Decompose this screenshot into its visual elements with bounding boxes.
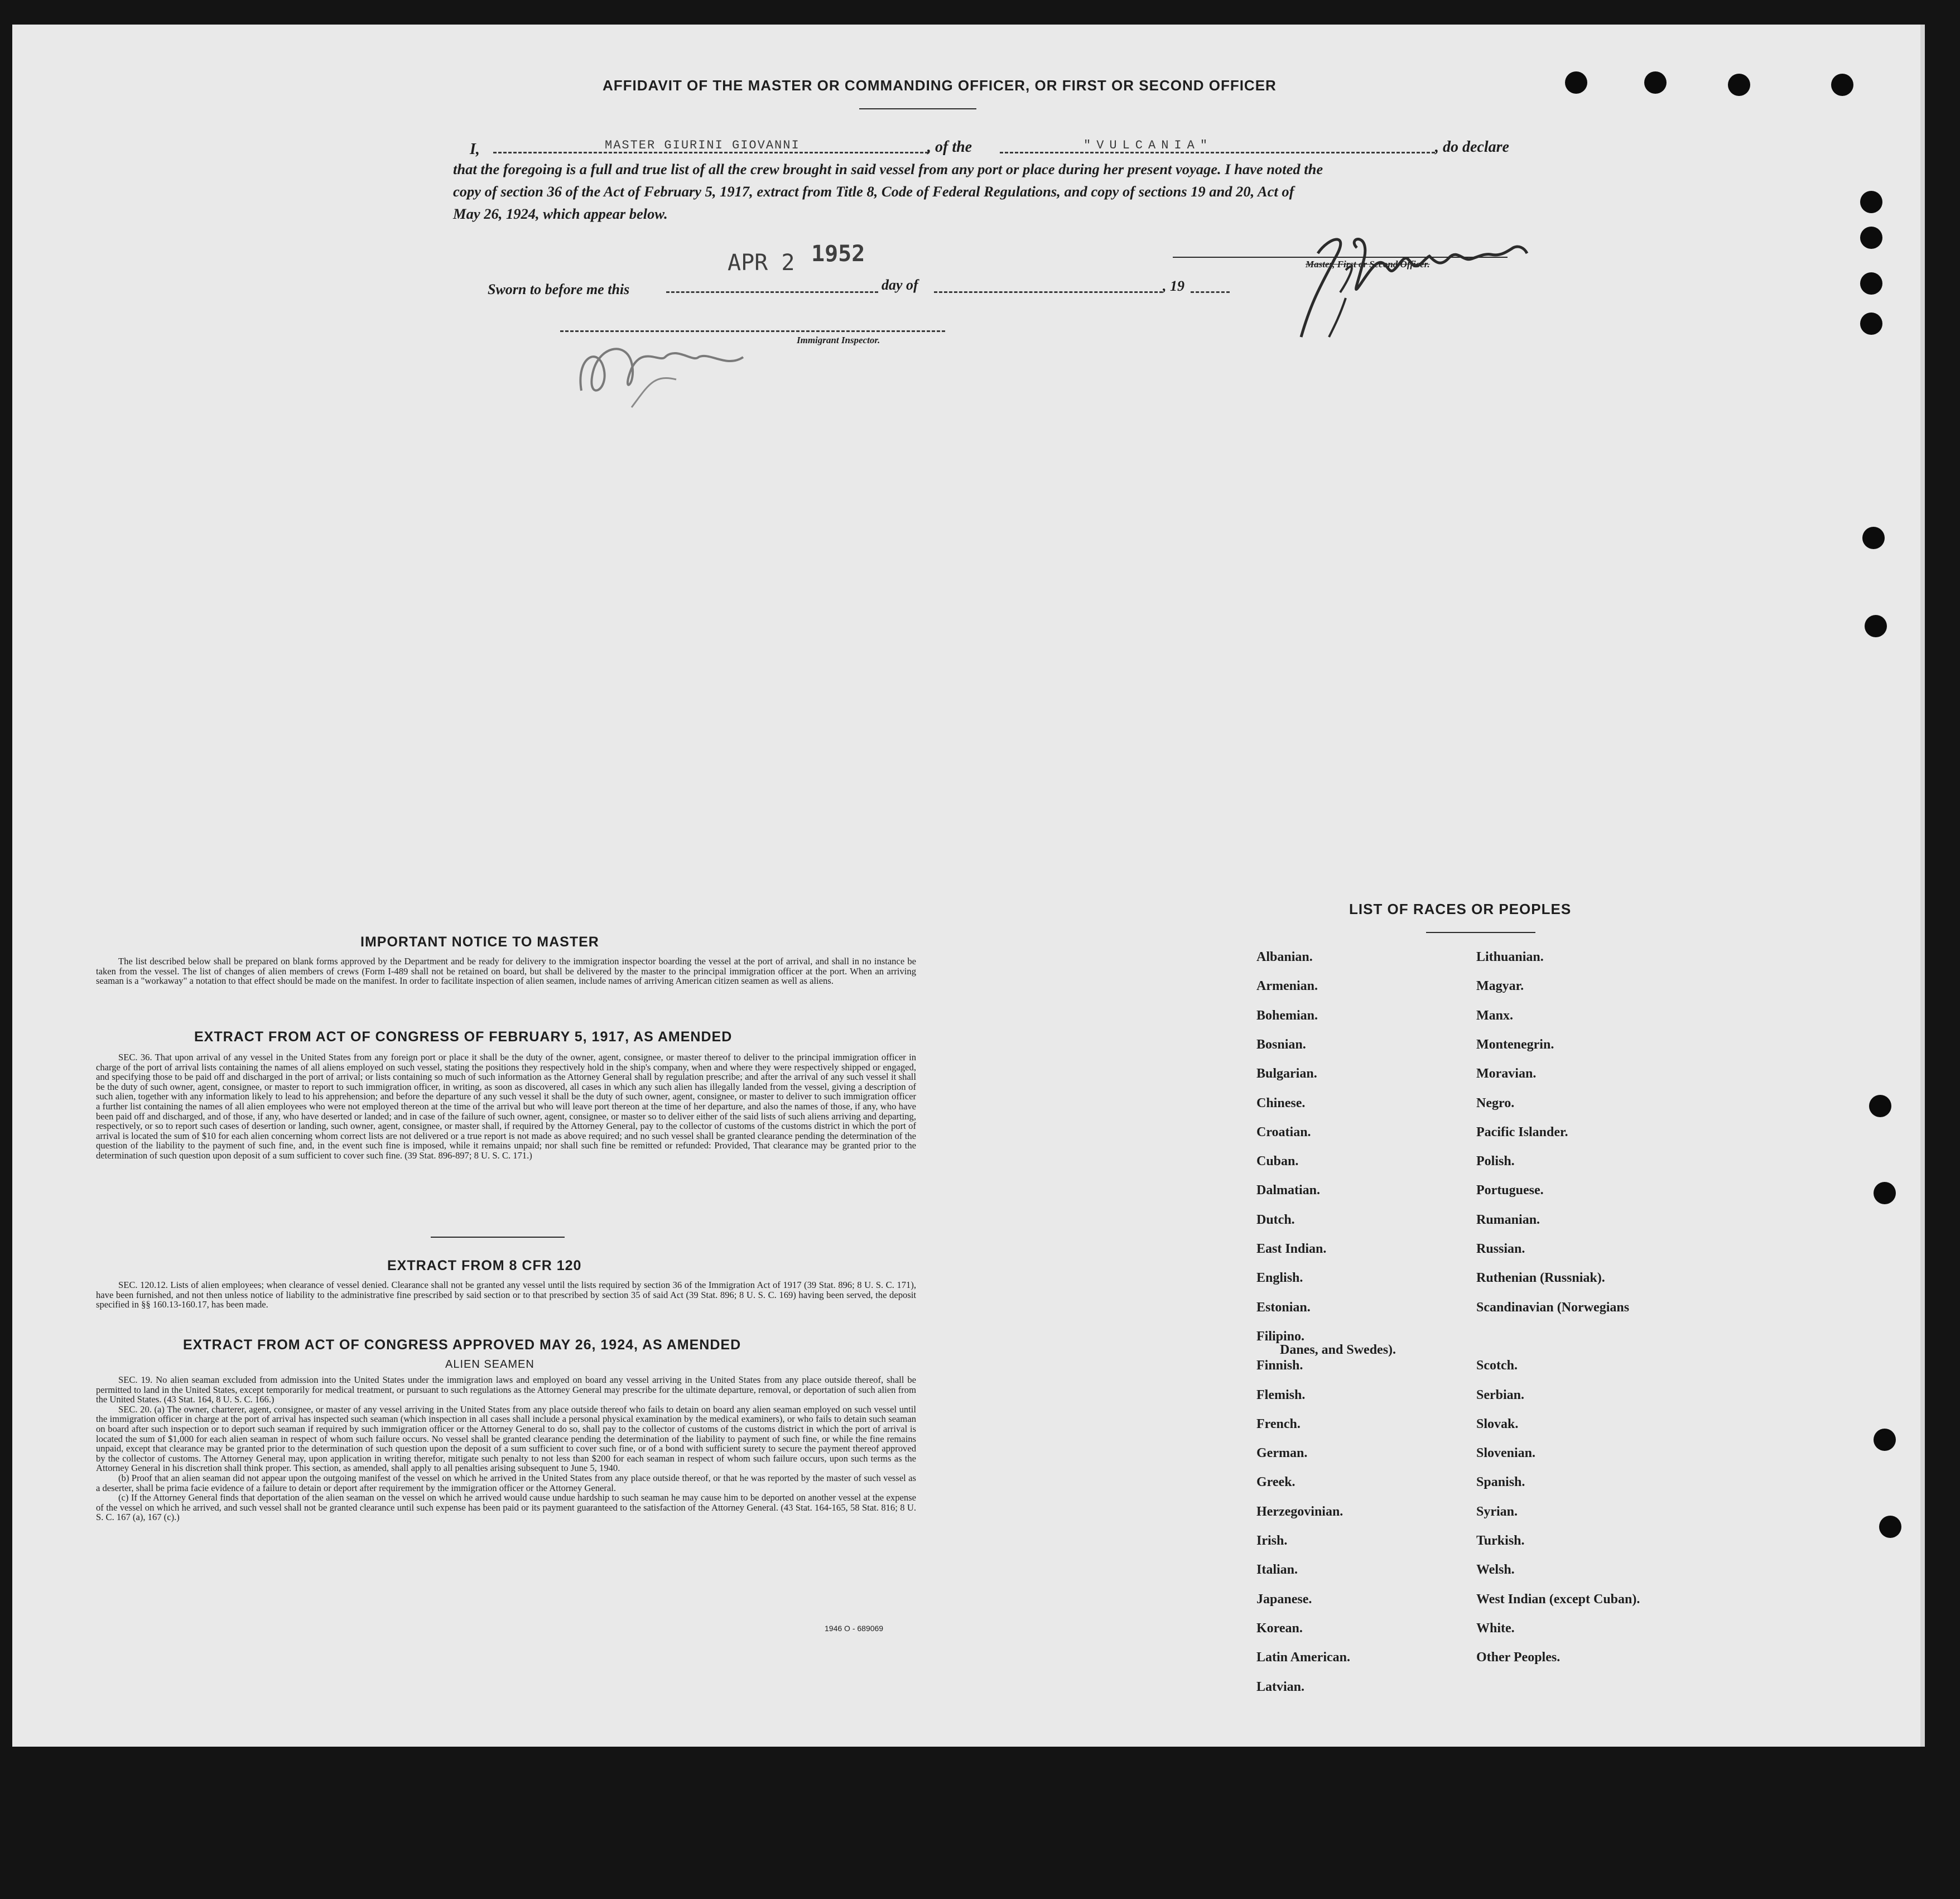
race-item: Spanish. <box>1476 1475 1525 1490</box>
notice-body <box>96 956 916 986</box>
race-item: Danes, and Swedes). <box>1280 1342 1396 1357</box>
officer-label: Master, First or Second Officer. <box>1306 259 1430 270</box>
race-item: Manx. <box>1476 1008 1513 1023</box>
title-underline <box>859 108 976 109</box>
sworn-year-line <box>1191 291 1230 293</box>
race-item: Magyar. <box>1476 979 1524 994</box>
sec20a-paragraph: SEC. 20. (a) The owner, charterer, agent, consignee, or master of any vessel arriving in the United States from any place outside thereof who fails to detain on board any alien seaman employed on such vessel until the immigration officer in charge at the port of arrival has inspected such seaman (which inspection in all cases shall include a personal physical examination by the medical examiners), or who fails to detain such seaman on board after such inspection or to deport such seaman if required by such immigration officer or the Attorney General to do so, shall pay to the collector of customs of the customs district in which the port of arrival is located the sum of $1,000 for each alien seaman in respect of whom such failure occurs. No vessel shall be granted clearance pending the determination of the liability to payment of such fine, or while the fine remains unpaid, except that clearance may be granted prior to the determination of such question upon the deposit of a sum sufficient to cover such fine, or of a bond with sufficient surety to secure the payment thereof approved by the collector of customs. The Attorney General may, upon application in writing therefor, mitigate such penalty to not less than $200 for each seaman in respect of whom such failure occurs, upon such terms as the Attorney General in his discretion shall think proper. This section, as amended, shall apply to all penalties arising subsequent to June 5, 1940. <box>96 1403 916 1474</box>
notice-paragraph: The list described below shall be prepared on blank forms approved by the Department and be ready for delivery to the immigration inspector boarding the vessel at the port of arrival, and shall in no instance be taken from the vessel. The list of changes of alien members of crews (Form I-489 shall not be retained on board, but shall be delivered by the master to the principal immigration officer at the port. When an arriving seaman is a "workaway" a notation to that effect should be made on the manifest. In order to facilitate inspection of alien seamen, include names of arriving American citizen seamen as well as aliens. <box>96 956 916 987</box>
race-item: Rumanian. <box>1476 1212 1540 1227</box>
race-item: Italian. <box>1256 1563 1298 1578</box>
race-item: Flemish. <box>1256 1387 1306 1402</box>
punch-hole <box>1874 1182 1896 1204</box>
race-item: English. <box>1256 1271 1303 1286</box>
race-item: Finnish. <box>1256 1358 1303 1373</box>
punch-hole <box>1860 191 1882 213</box>
declarant-prefix: I, <box>470 141 480 158</box>
sworn-month-line <box>934 291 1163 293</box>
race-item: West Indian (except Cuban). <box>1476 1592 1640 1607</box>
extract-1917-body <box>96 1052 916 1161</box>
race-item: Estonian. <box>1256 1300 1311 1315</box>
race-item: Montenegrin. <box>1476 1037 1554 1052</box>
race-item: Armenian. <box>1256 979 1318 994</box>
of-the-label: , of the <box>927 138 972 156</box>
race-item: Syrian. <box>1476 1504 1518 1519</box>
race-item: Serbian. <box>1476 1387 1525 1402</box>
punch-hole <box>1860 272 1882 295</box>
punch-hole <box>1860 313 1882 335</box>
do-declare-label: , do declare <box>1435 138 1509 156</box>
race-item: Cuban. <box>1256 1154 1299 1169</box>
sec36-paragraph: SEC. 36. That upon arrival of any vessel in the United States from any foreign port or place it shall be the duty of the owner, agent, consignee, or master thereof to deliver to the principal immigration officer in charge of the port of arrival lists containing the names of all aliens employed on such vessel, stating the positions they respectively hold in the ship's company, when and where they were respectively shipped or engaged, and specifying those to be paid off and discharged in the port of arrival; or lists containing so much of such information as the Attorney General shall by regulation prescribe; and after the arrival of any such vessel it shall be the duty of such owner, agent, consignee, or master to report to such immigration officer, in writing, as soon as discovered, all cases in which any such alien has illegally landed from the vessel, giving a description of such alien, together with any information likely to lead to his apprehension; and before the departure of any such vessel it shall be the duty of such owner, agent, consignee, or master to deliver to such immigration officer a further list containing the names of all alien employees who were not employed thereon at the time of the arrival but who will leave port thereon at the time of her departure, and also the names of those, if any, who have been paid off and discharged, and of those, if any, who have deserted or landed; and in case of the failure of such owner, agent, consignee, or master so to deliver either of the said lists of such aliens arriving and departing, respectively, or so to report such cases of desertion or landing, such owner, agent, consignee, or master shall, if required by the Attorney General, pay to the collector of customs of the customs district in which the port of arrival is located the sum of $10 for each alien concerning whom correct lists are not delivered or a true report is not made as above required; and no such vessel shall be granted clearance pending the determination of the question of the liability to the payment of such fine, and, in the event such fine is imposed, while it remains unpaid; nor shall such fine be remitted or refunded: Provided, That clearance may be granted prior to the determination of such question upon deposit of a sum sufficient to cover such fine. (39 Stat. 896-897; 8 U. S. C. 171.) <box>96 1052 916 1161</box>
race-item: Croatian. <box>1256 1124 1311 1140</box>
declarant-name: MASTER GIURINI GIOVANNI <box>605 138 800 152</box>
punch-hole <box>1874 1429 1896 1451</box>
punch-hole <box>1879 1516 1901 1538</box>
inspector-signature <box>565 324 799 413</box>
sworn-label: Sworn to before me this <box>488 281 630 297</box>
race-item: German. <box>1256 1446 1308 1461</box>
punch-hole <box>1862 527 1885 549</box>
extract-1917-title: EXTRACT FROM ACT OF CONGRESS OF FEBRUARY 5, 1917, AS AMENDED <box>194 1029 733 1045</box>
race-item: Turkish. <box>1476 1533 1525 1548</box>
race-item: Dalmatian. <box>1256 1183 1320 1198</box>
race-item: Albanian. <box>1256 950 1313 964</box>
sec20c-paragraph: (c) If the Attorney General finds that deportation of the alien seaman on the vessel on which he arrived would cause undue hardship to such seaman he may cause him to be deported on another vessel at the expense of the vessel on which he arrived, and such vessel shall not be granted clearance until such expense has been paid or its payment guaranteed to the satisfaction of the Attorney General. (43 Stat. 164-165, 58 Stat. 816; 8 U. S. C. 167 (a), 167 (c).) <box>96 1492 916 1523</box>
affidavit-body-line1: that the foregoing is a full and true list of all the crew brought in said vessel from any port or place during her present voyage. I have noted the <box>453 161 1323 177</box>
race-item: Latvian. <box>1256 1679 1305 1694</box>
affidavit-title: AFFIDAVIT OF THE MASTER OR COMMANDING OFFICER, OR FIRST OR SECOND OFFICER <box>603 77 1277 94</box>
punch-hole <box>1865 615 1887 637</box>
race-item: Irish. <box>1256 1533 1288 1548</box>
master-signature <box>1279 214 1541 348</box>
race-item: Korean. <box>1256 1621 1303 1636</box>
sec19-paragraph: SEC. 19. No alien seaman excluded from admission into the United States under the immigration laws and employed on board any vessel arriving in the United States from any place outside thereof, shall be permitted to land in the United States, except temporarily for medical treatment, or pursuant to such regulations as the Attorney General may prescribe for the ultimate departure, removal, or deportation of such alien from the United States. (43 Stat. 164, 8 U. S. C. 166.) <box>96 1374 916 1405</box>
race-item: East Indian. <box>1256 1242 1327 1256</box>
extract-1924-title: EXTRACT FROM ACT OF CONGRESS APPROVED MAY 26, 1924, AS AMENDED <box>183 1337 741 1353</box>
race-item: Ruthenian (Russniak). <box>1476 1271 1605 1286</box>
race-item: Filipino. <box>1256 1329 1305 1344</box>
race-item: Herzegovinian. <box>1256 1504 1343 1519</box>
race-item: Bosnian. <box>1256 1037 1306 1052</box>
race-item: White. <box>1476 1621 1515 1636</box>
race-item: Negro. <box>1476 1095 1515 1110</box>
race-item: Bulgarian. <box>1256 1066 1317 1081</box>
race-item: Slovenian. <box>1476 1446 1536 1461</box>
inspector-label: Immigrant Inspector. <box>797 335 880 345</box>
race-item: Japanese. <box>1256 1592 1312 1607</box>
race-item: Portuguese. <box>1476 1183 1544 1198</box>
vessel-line <box>1000 152 1435 153</box>
alien-seamen-subtitle: ALIEN SEAMEN <box>445 1358 534 1371</box>
race-item: Polish. <box>1476 1154 1515 1169</box>
punch-hole <box>1728 74 1750 96</box>
race-item: Chinese. <box>1256 1095 1306 1110</box>
punch-hole <box>1644 71 1667 94</box>
race-item: Moravian. <box>1476 1066 1537 1081</box>
race-item: Welsh. <box>1476 1563 1515 1578</box>
affidavit-body-line3: May 26, 1924, which appear below. <box>453 205 668 222</box>
form-sheet <box>12 25 1925 1747</box>
sec20b-paragraph: (b) Proof that an alien seaman did not appear upon the outgoing manifest of the vessel on which he arrived in the United States from any place outside thereof, or that he was reported by the master of such vessel as a deserter, shall be prima facie evidence of a failure to detain or deport after requirement by the immigration officer or the Attorney General. <box>96 1472 916 1493</box>
races-underline <box>1426 932 1535 933</box>
race-item: Latin American. <box>1256 1650 1350 1665</box>
extract-cfr-body <box>96 1280 916 1310</box>
race-item: Other Peoples. <box>1476 1650 1561 1665</box>
affidavit-body-line2: copy of section 36 of the Act of February 5, 1917, extract from Title 8, Code of Federal Regulations, and copy of sections 19 and 20, Act of <box>453 183 1294 200</box>
race-item: Dutch. <box>1256 1212 1295 1227</box>
race-item: Scandinavian (Norwegians <box>1476 1300 1630 1315</box>
date-stamp-day: APR 2 <box>728 250 795 276</box>
punch-hole <box>1831 74 1853 96</box>
punch-hole <box>1869 1095 1891 1117</box>
extract-1924-body <box>96 1375 916 1522</box>
punch-hole <box>1860 227 1882 249</box>
date-stamp-year: 1952 <box>811 241 865 267</box>
extract-cfr-title: EXTRACT FROM 8 CFR 120 <box>387 1258 582 1273</box>
punch-hole <box>1565 71 1587 94</box>
vessel-name: "VULCANIA" <box>1083 138 1213 152</box>
races-title: LIST OF RACES OR PEOPLES <box>1349 901 1572 917</box>
race-item: Greek. <box>1256 1475 1296 1490</box>
race-item: Bohemian. <box>1256 1008 1318 1023</box>
race-item: Russian. <box>1476 1242 1525 1256</box>
day-of-label: day of <box>882 277 918 293</box>
divider <box>431 1237 565 1238</box>
race-item: Lithuanian. <box>1476 950 1544 964</box>
year-prefix-label: , 19 <box>1163 278 1184 294</box>
notice-title: IMPORTANT NOTICE TO MASTER <box>360 934 599 950</box>
race-item: Slovak. <box>1476 1416 1519 1431</box>
sec120-paragraph: SEC. 120.12. Lists of alien employees; when clearance of vessel denied. Clearance shall not be granted any vessel until the lists required by section 36 of the Immigration Act of 1917 (39 Stat. 896; 8 U. S. C. 171), have been furnished, and not then unless notice of liability to the administrative fine prescribed by said section or to that prescribed by section 35 of said Act (39 Stat. 896; 8 U. S. C. 169) having been served, the deposit specified in §§ 160.13-160.17, has been made. <box>96 1280 916 1310</box>
race-item: Pacific Islander. <box>1476 1124 1568 1140</box>
print-code: 1946 O - 689069 <box>825 1624 884 1633</box>
sworn-day-line <box>666 291 878 293</box>
race-item: Scotch. <box>1476 1358 1518 1373</box>
race-item: French. <box>1256 1416 1301 1431</box>
